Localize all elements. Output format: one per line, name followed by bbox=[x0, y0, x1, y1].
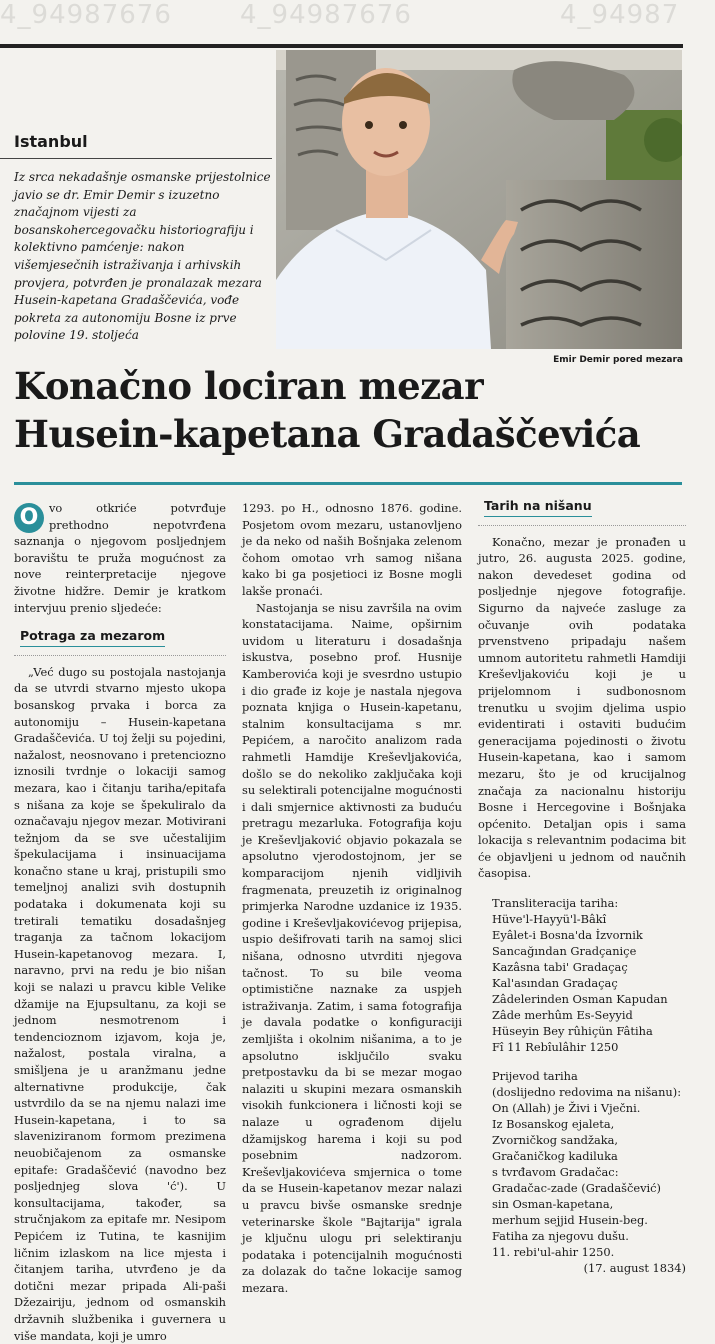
verse-line: Gračaničkog kadiluka bbox=[492, 1149, 618, 1164]
translation-block bbox=[478, 1068, 686, 1260]
section-rule bbox=[0, 158, 272, 159]
headline-line: Konačno lociran mezar bbox=[14, 364, 484, 408]
transliteration-block bbox=[478, 895, 686, 1055]
drop-cap: O bbox=[14, 503, 44, 533]
verse-line: On (Allah) je Živi i Vječni. bbox=[492, 1101, 641, 1116]
verse-line: Iz Bosanskog ejaleta, bbox=[492, 1117, 615, 1132]
article-column-2 bbox=[242, 500, 462, 1297]
article-photo bbox=[276, 50, 682, 349]
body-paragraph: Nastojanja se nisu završila na ovim konstatacijama. Naime, opširnim uvidom u literaturu i dosadašnja iskustva, posebno prof. Husnije Kamberovića koji je svesrdno ustupio i dio građe iz koje je nastala njegova poznata knjiga o Husein-kapetanu, stalnim konsultacijama s mr. Pepićem, a naročito analizom rada rahmetli Hamdije Kreševljakovića, došlo se do nekoliko zaključaka koji su selektirali potencijalne mogućnosti i dali smjernice aktivnosti za buduću pretragu mezarluka. Fotografija koju je Kreševljaković objavio pokazala se apsolutno vjerodostojnom, jer se komparacijom njenih vidljivih fragmenata, preuzetih iz originalnog primjerka Narodne uzdanice iz 1935. godine i Kreševljakovićevog prijepisa, uspio dešifrovati tarih na samoj slici nišana, odnosno utvrditi njegova tačnost. To su bile veoma optimistične naznake za uspjeh istraživanja. Zatim, i sama fotografija je davala podatke o konfiguraciji zemljišta i okolnim nišanima, a to je apsolutno isključilo svaku pretpostavku da bi se mezar mogao nalaziti u skupini mezara osmanskih visokih funkcionera i ličnosti koji se nalaze u ograđenom dijelu džamijskog harema i koji su pod posebnim nadzorom. Kreševljakovićeva smjernica o tome da se Husein-kapetanov mezar nalazi u pravcu bivše osmanske srednje veterinarske škole "Bajtarija" igrala je ključnu ulogu pri selektiranju podataka i potencijalnih mogućnosti za dolazak do tačne lokacije samog mezara. bbox=[242, 600, 462, 1295]
headline-line: Husein-kapetana Gradaščevića bbox=[14, 412, 641, 456]
verse-line: Prijevod tariha bbox=[492, 1069, 578, 1084]
intro-text: vo otkriće potvrđuje prethodno nepotvrđena saznanja o njegovom posljednjem boravištu te pruža mogućnost za nove reinterpretacije njegove životne hidžre. Demir je kratkom intervjuu prenio sljedeće: bbox=[14, 501, 226, 615]
verse-line: sin Osman-kapetana, bbox=[492, 1197, 614, 1212]
body-paragraph: Konačno, mezar je pronađen u jutro, 26. augusta 2025. godine, nakon devedeset godina od posljednje njegove fotografije. Sigurno da najveće zasluge za očuvanje ovih podataka prvenstveno pripadaju našem umnom autoritetu rahmetli Hamdiji Kreševljakoviću koji je u prijelomnom i sudbonosnom trenutku u svojim djelima uspio evidentirati i ostaviti budućim generacijama pojedinosti o životu Husein-kapetana, kao i samom mezaru, što je od krucijalnog značaja za nacionalnu historiju Bosne i Hercegovine i Bošnjaka općenito. Detaljan opis i sama lokacija s relevantnim podacima bit će objavljeni u jednom od naučnih časopisa. bbox=[478, 534, 686, 881]
subheading-wrap bbox=[14, 616, 226, 656]
verse-line: Sancağından Gradçaniçe bbox=[492, 944, 637, 959]
subheading-search: Potraga za mezarom bbox=[20, 628, 165, 647]
subheading-wrap bbox=[478, 498, 686, 526]
verse-line: Hüseyin Bey rûhiçün Fâtiha bbox=[492, 1024, 653, 1039]
verse-line: merhum sejjid Husein-beg. bbox=[492, 1213, 648, 1228]
verse-line: Zvorničkog sandžaka, bbox=[492, 1133, 619, 1148]
watermark: 4_94987676 bbox=[240, 0, 412, 30]
body-paragraph: „Već dugo su postojala nastojanja da se utvrdi stvarno mjesto ukopa bosanskog prvaka i borca za autonomiju – Husein-kapetana Gradaščevića. U toj želji su pojedini, nažalost, neosnovano i pretenciozno iznosili tvrdnje o lokaciji samog mezara, kao i čitanju tariha/epitafa s nišana za koje se špekuliralo da označavaju njegov mezar. Motivirani težnjom da se sve učestalijim špekulacijama i insinuacijama konačno stane u kraj, pristupili smo temeljnoj analizi svih dostupnih podataka i dokumenata koji su tretirali tematiku dosadašnjeg traganja za tačnom lokacijom Husein-kapetanovog mezara. I, naravno, prvi na redu je bio nišan koji se nalazi u pravcu kible Velike džamije na Ejupsultanu, za koji se jednom nesmotrenom i tendencioznom izjavom, koja je, nažalost, postala viralna, a smišljena je u aranžmanu jedne alternativne produkcije, čak ustvrdilo da se na njemu nalazi ime Husein-kapetana, i to sa slaveniziranom formom prezimena neuobičajenom za osmanske epitafe: Gradaščević (navodno bez posljednjeg slova 'ć'). U konsultacijama, također, sa stručnjakom za epitafe mr. Nesipom Pepićem iz Tutina, te kasnijim ličnim izlaskom na lice mjesta i čitanjem tariha, utvrđeno je da dotični mezar pripada Ali-paši Džezairiju, jednom od osmanskih državnih službenika i guvernera u više mandata, koji je umro bbox=[14, 664, 226, 1343]
date-note: (17. august 1834) bbox=[583, 1261, 686, 1276]
headline bbox=[14, 362, 694, 458]
verse-line: Transliteracija tariha: bbox=[492, 896, 619, 911]
photo-illustration bbox=[276, 50, 682, 349]
verse-line: Kazâsna tabi' Gradaçaç bbox=[492, 960, 628, 975]
photo-caption: Emir Demir pored mezara bbox=[553, 355, 683, 365]
verse-line: Fî 11 Rebîulâhir 1250 bbox=[492, 1040, 619, 1055]
watermark: 4_94987676 bbox=[0, 0, 172, 30]
verse-line: Kal'asından Gradaçaç bbox=[492, 976, 618, 991]
section-label: Istanbul bbox=[14, 132, 88, 151]
body-paragraph: 1293. po H., odnosno 1876. godine. Posjetom ovom mezaru, ustanovljeno je da neko od naših Bošnjaka zelenom čohom omotao vrh samog nišana kako bi ga posjetioci iz Bosne mogli lakše pronaći. bbox=[242, 501, 462, 598]
verse-line: Zâdelerinden Osman Kapudan bbox=[492, 992, 668, 1007]
watermark: 4_94987 bbox=[560, 0, 680, 30]
verse-line: Hüve'l-Hayyü'l-Bâkî bbox=[492, 912, 607, 927]
verse-line: 11. rebi'ul-ahir 1250. bbox=[492, 1245, 615, 1260]
verse-line: Zâde merhûm Es-Seyyid bbox=[492, 1008, 633, 1023]
verse-line: Gradačac-zade (Gradaščević) bbox=[492, 1181, 661, 1196]
top-rule bbox=[0, 44, 683, 48]
intro-paragraph bbox=[14, 500, 226, 616]
verse-line: s tvrđavom Gradačac: bbox=[492, 1165, 619, 1180]
verse-line: Eyâlet-i Bosna'da İzvornik bbox=[492, 928, 643, 943]
verse-line: (doslijedno redovima na nišanu): bbox=[492, 1085, 682, 1100]
verse-line: Fatiha za njegovu dušu. bbox=[492, 1229, 629, 1244]
article-column-3 bbox=[478, 500, 686, 1276]
headline-rule bbox=[14, 482, 682, 485]
subheading-tarih: Tarih na nišanu bbox=[484, 498, 592, 517]
article-column-1 bbox=[14, 500, 226, 1344]
lead-paragraph: Iz srca nekadašnje osmanske prijestolnice javio se dr. Emir Demir s izuzetno značajnom vijesti za bosanskohercegovačku historiografiju i kolektivno pamćenje: nakon višemjesečnih istraživanja i arhivskih provjera, potvrđen je pronalazak mezara Husein-kapetana Gradaščevića, vođe pokreta za autonomiju Bosne iz prve polovine 19. stoljeća bbox=[14, 170, 271, 343]
